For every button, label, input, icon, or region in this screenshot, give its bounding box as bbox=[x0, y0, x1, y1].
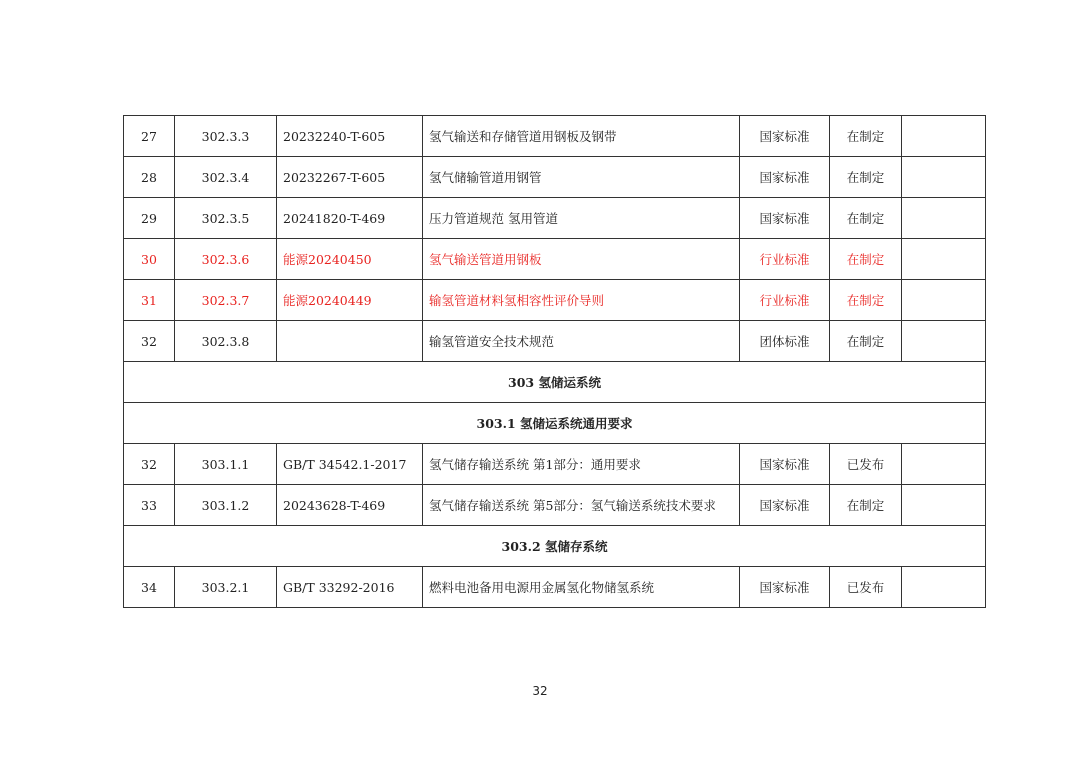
table-row bbox=[124, 485, 986, 526]
cell-standard-name: 输氢管道材料氢相容性评价导则 bbox=[423, 280, 740, 321]
cell-serial-number: 32 bbox=[124, 444, 175, 485]
cell-section-code: 303.1.2 bbox=[175, 485, 277, 526]
cell-status: 在制定 bbox=[830, 157, 902, 198]
cell-remarks bbox=[902, 157, 986, 198]
cell-serial-number: 34 bbox=[124, 567, 175, 608]
cell-remarks bbox=[902, 485, 986, 526]
table-row bbox=[124, 321, 986, 362]
cell-standard-category: 国家标准 bbox=[740, 157, 830, 198]
section-title: 303.2 氢储存系统 bbox=[124, 526, 986, 567]
cell-standard-category: 国家标准 bbox=[740, 444, 830, 485]
cell-status: 在制定 bbox=[830, 198, 902, 239]
cell-status: 在制定 bbox=[830, 239, 902, 280]
table-row bbox=[124, 198, 986, 239]
cell-standard-name: 氢气输送和存储管道用钢板及钢带 bbox=[423, 116, 740, 157]
cell-section-code: 303.1.1 bbox=[175, 444, 277, 485]
cell-standard-number: GB/T 34542.1-2017 bbox=[277, 444, 423, 485]
cell-section-code: 302.3.7 bbox=[175, 280, 277, 321]
cell-serial-number: 33 bbox=[124, 485, 175, 526]
cell-status: 已发布 bbox=[830, 567, 902, 608]
cell-standard-name: 输氢管道安全技术规范 bbox=[423, 321, 740, 362]
cell-remarks bbox=[902, 444, 986, 485]
cell-section-code: 302.3.4 bbox=[175, 157, 277, 198]
cell-status: 在制定 bbox=[830, 321, 902, 362]
cell-standard-number: 20241820-T-469 bbox=[277, 198, 423, 239]
cell-standard-number: 20243628-T-469 bbox=[277, 485, 423, 526]
cell-standard-name: 氢气储存输送系统 第1部分：通用要求 bbox=[423, 444, 740, 485]
cell-standard-number bbox=[277, 321, 423, 362]
table-row bbox=[124, 157, 986, 198]
cell-serial-number: 27 bbox=[124, 116, 175, 157]
cell-section-code: 302.3.8 bbox=[175, 321, 277, 362]
cell-remarks bbox=[902, 321, 986, 362]
table-body bbox=[124, 116, 986, 608]
cell-section-code: 302.3.5 bbox=[175, 198, 277, 239]
cell-serial-number: 32 bbox=[124, 321, 175, 362]
cell-remarks bbox=[902, 567, 986, 608]
section-title: 303 氢储运系统 bbox=[124, 362, 986, 403]
cell-remarks bbox=[902, 198, 986, 239]
cell-remarks bbox=[902, 116, 986, 157]
standards-table bbox=[123, 115, 986, 608]
table-row bbox=[124, 116, 986, 157]
cell-status: 在制定 bbox=[830, 116, 902, 157]
cell-standard-category: 国家标准 bbox=[740, 116, 830, 157]
cell-standard-number: GB/T 33292-2016 bbox=[277, 567, 423, 608]
cell-remarks bbox=[902, 280, 986, 321]
cell-standard-category: 行业标准 bbox=[740, 280, 830, 321]
cell-section-code: 302.3.6 bbox=[175, 239, 277, 280]
section-header-row bbox=[124, 403, 986, 444]
cell-remarks bbox=[902, 239, 986, 280]
cell-standard-name: 压力管道规范 氢用管道 bbox=[423, 198, 740, 239]
cell-standard-number: 能源20240449 bbox=[277, 280, 423, 321]
cell-standard-category: 团体标准 bbox=[740, 321, 830, 362]
cell-section-code: 303.2.1 bbox=[175, 567, 277, 608]
page-number: 32 bbox=[532, 684, 548, 698]
cell-status: 在制定 bbox=[830, 485, 902, 526]
cell-standard-name: 氢气储存输送系统 第5部分：氢气输送系统技术要求 bbox=[423, 485, 740, 526]
table-row bbox=[124, 567, 986, 608]
cell-section-code: 302.3.3 bbox=[175, 116, 277, 157]
cell-standard-number: 20232240-T-605 bbox=[277, 116, 423, 157]
section-header-row bbox=[124, 362, 986, 403]
cell-standard-category: 国家标准 bbox=[740, 567, 830, 608]
cell-standard-number: 20232267-T-605 bbox=[277, 157, 423, 198]
table-row bbox=[124, 444, 986, 485]
cell-serial-number: 30 bbox=[124, 239, 175, 280]
cell-standard-number: 能源20240450 bbox=[277, 239, 423, 280]
cell-serial-number: 29 bbox=[124, 198, 175, 239]
cell-status: 已发布 bbox=[830, 444, 902, 485]
section-header-row bbox=[124, 526, 986, 567]
cell-status: 在制定 bbox=[830, 280, 902, 321]
cell-standard-name: 氢气输送管道用钢板 bbox=[423, 239, 740, 280]
table-row bbox=[124, 280, 986, 321]
cell-serial-number: 28 bbox=[124, 157, 175, 198]
cell-standard-name: 燃料电池备用电源用金属氢化物储氢系统 bbox=[423, 567, 740, 608]
cell-serial-number: 31 bbox=[124, 280, 175, 321]
cell-standard-category: 国家标准 bbox=[740, 198, 830, 239]
section-title: 303.1 氢储运系统通用要求 bbox=[124, 403, 986, 444]
cell-standard-name: 氢气储输管道用钢管 bbox=[423, 157, 740, 198]
cell-standard-category: 行业标准 bbox=[740, 239, 830, 280]
cell-standard-category: 国家标准 bbox=[740, 485, 830, 526]
table-row bbox=[124, 239, 986, 280]
